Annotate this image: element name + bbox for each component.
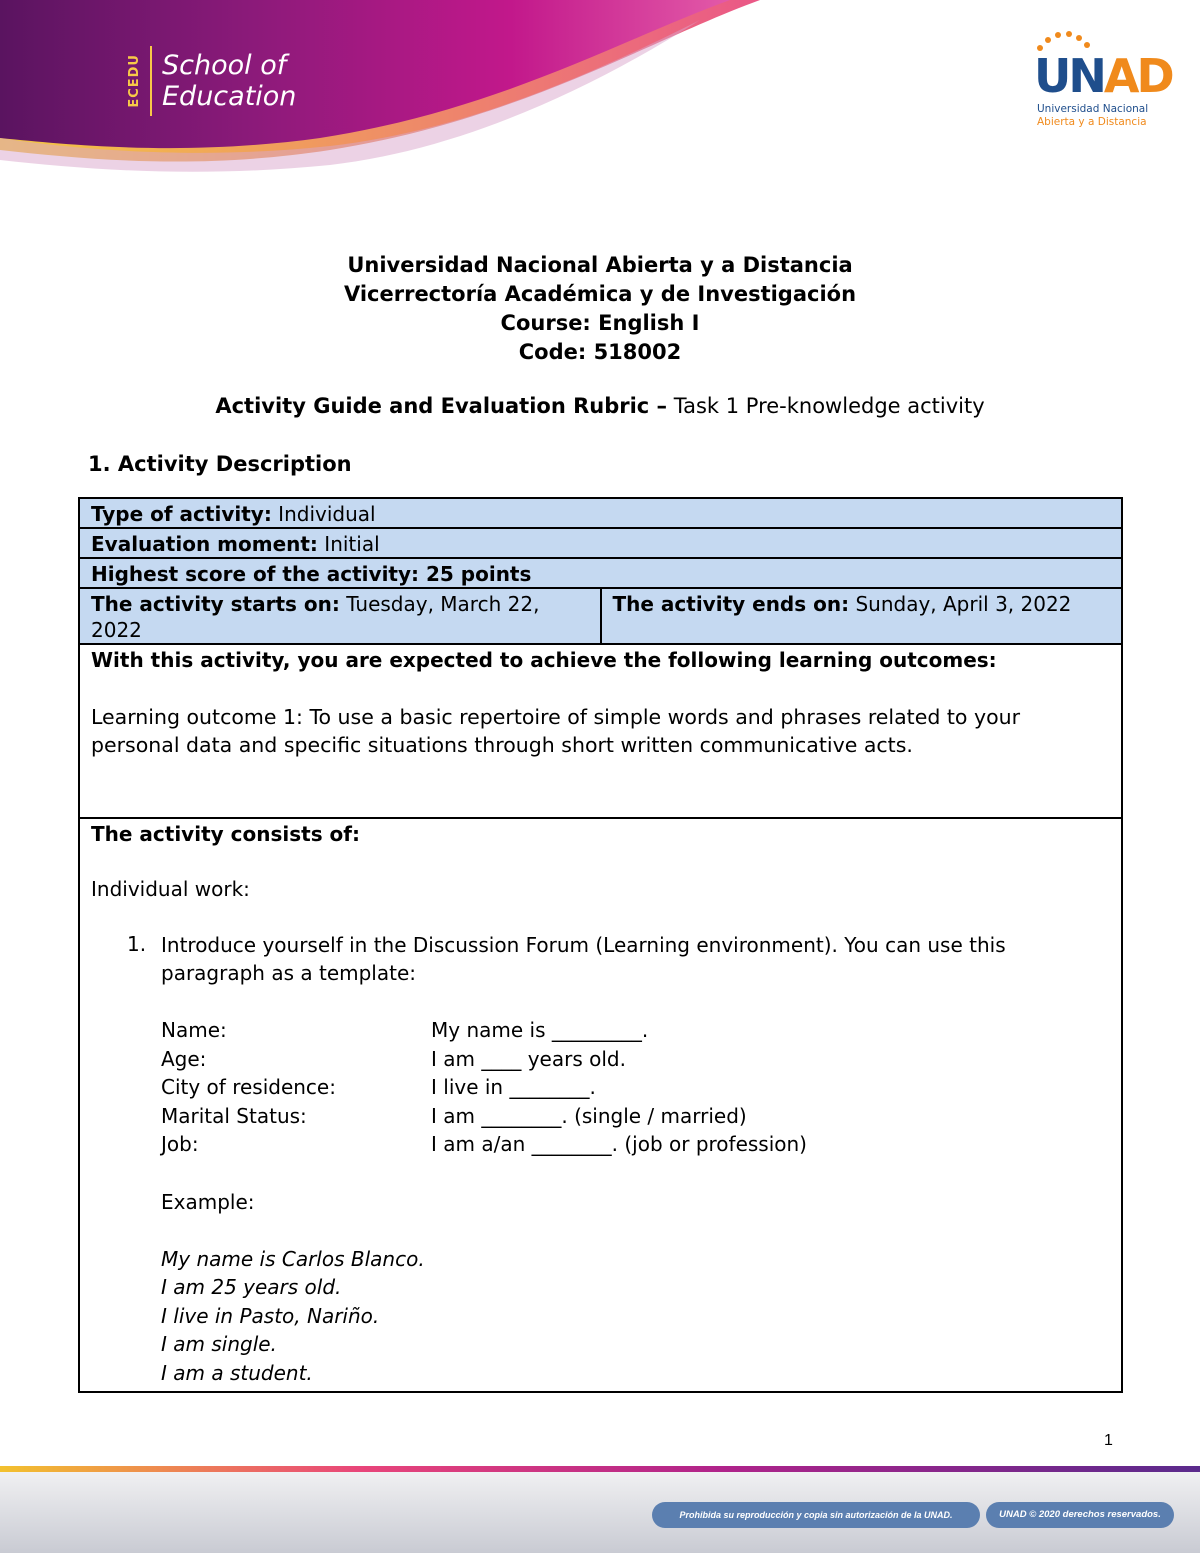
type-row <box>79 498 1122 528</box>
example-label: Example: <box>161 1189 255 1214</box>
unad-logo <box>1034 30 1172 130</box>
template-label: Age: <box>161 1046 207 1071</box>
example-line: I am 25 years old. <box>161 1275 342 1300</box>
type-value: Individual <box>271 502 376 526</box>
template-label: City of residence: <box>161 1075 336 1099</box>
course-title: Course: English I <box>500 311 700 335</box>
template-row <box>161 1130 1111 1159</box>
dates-row <box>79 588 1122 644</box>
template-label: Name: <box>161 1018 227 1042</box>
template-value: I live in ________. <box>431 1075 596 1099</box>
example-line: I live in Pasto, Nariño. <box>161 1303 380 1328</box>
logo-subtitle-2: Abierta y a Distancia <box>1037 116 1147 128</box>
template-row <box>161 1045 1111 1074</box>
guide-title <box>0 394 1200 418</box>
consists-row <box>79 818 1122 1392</box>
template-row <box>161 1073 1111 1102</box>
university-title: Universidad Nacional Abierta y a Distancia <box>347 253 853 277</box>
example-line: My name is Carlos Blanco. <box>161 1246 425 1271</box>
example-line: I am single. <box>161 1332 277 1357</box>
logo-subtitle-1: Universidad Nacional <box>1037 103 1149 115</box>
template-value: I am a/an ________. (job or profession) <box>431 1132 807 1156</box>
brand-line-1: School of <box>162 50 287 81</box>
learning-outcome-1: Learning outcome 1: To use a basic repertoire of simple words and phrases related to your personal data and specific situations through short written communicative acts. <box>91 705 1021 757</box>
template-label: Job: <box>161 1132 199 1156</box>
footer-copyright: UNAD © 2020 derechos reservados. <box>986 1502 1174 1528</box>
activity-table <box>78 497 1123 1393</box>
type-label: Type of activity: <box>91 502 272 526</box>
list-item-number: 1. <box>127 932 147 956</box>
template-value: I am ____ years old. <box>431 1046 626 1071</box>
template-rows <box>161 1016 1111 1159</box>
template-row <box>161 1102 1111 1131</box>
template-row <box>161 1016 1111 1045</box>
logo-word-ad: AD <box>1103 49 1172 103</box>
brand-divider <box>150 46 152 116</box>
guide-title-bold: Activity Guide and Evaluation Rubric – <box>215 394 668 418</box>
evaluation-label: Evaluation moment: <box>91 532 318 556</box>
outcomes-heading: With this activity, you are expected to achieve the following learning outcomes: <box>91 648 997 672</box>
list-item-text: Introduce yourself in the Discussion Forum (Learning environment). You can use this paragraph as a template: <box>161 933 1006 985</box>
template-value: My name is _________. <box>431 1018 649 1042</box>
list-item <box>127 931 1111 987</box>
example-line: I am a student. <box>161 1360 313 1385</box>
footer-notice: Prohibida su reproducción y copia sin autorización de la UNAD. <box>652 1502 980 1528</box>
score-row <box>79 558 1122 588</box>
brand-vertical-text: ECEDU <box>127 54 142 108</box>
guide-title-rest: Task 1 Pre-knowledge activity <box>667 394 985 418</box>
starts-value: Tuesday, March 22, 2022 <box>91 592 540 642</box>
starts-label: The activity starts on: <box>91 592 340 616</box>
logo-word-un: UN <box>1034 49 1104 103</box>
individual-work-label: Individual work: <box>91 877 250 901</box>
template-value: I am ________. (single / married) <box>431 1103 747 1128</box>
page-number: 1 <box>1104 1432 1113 1449</box>
brand-line-2: Education <box>162 81 297 112</box>
outcomes-row <box>79 644 1122 818</box>
school-of-education-logo <box>128 46 296 116</box>
consists-heading: The activity consists of: <box>91 822 360 846</box>
course-code: Code: 518002 <box>518 340 682 364</box>
document-titles <box>0 251 1200 367</box>
evaluation-row <box>79 528 1122 558</box>
ends-label: The activity ends on: <box>612 592 850 616</box>
ends-value: Sunday, April 3, 2022 <box>849 592 1072 616</box>
evaluation-value: Initial <box>317 532 380 556</box>
score-text: Highest score of the activity: 25 points <box>91 562 532 586</box>
section-heading: 1. Activity Description <box>88 452 352 476</box>
vice-rectory-title: Vicerrectoría Académica y de Investigación <box>343 282 857 306</box>
template-label: Marital Status: <box>161 1103 307 1128</box>
